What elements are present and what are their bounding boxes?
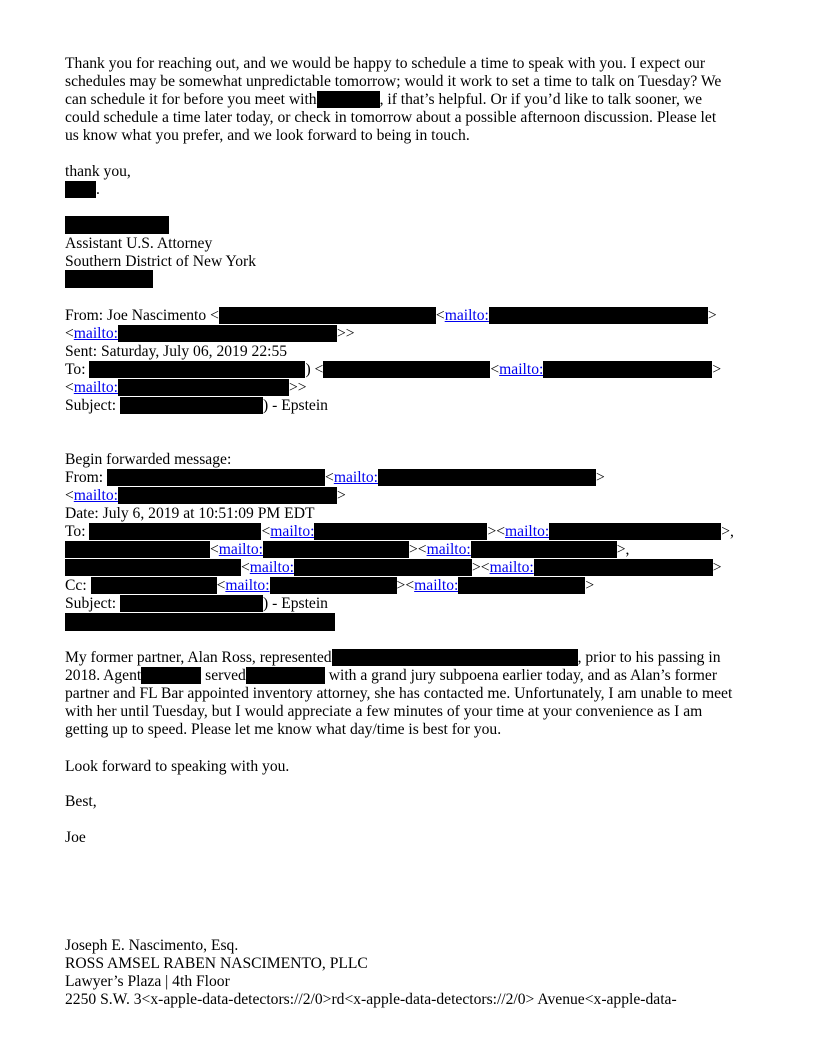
mailto-link[interactable]: mailto: xyxy=(73,379,118,396)
fwd-subject-line xyxy=(65,595,328,613)
to-line xyxy=(65,361,721,379)
mailto-link[interactable]: mailto: xyxy=(489,559,534,576)
text: To: xyxy=(65,361,90,378)
text: >< xyxy=(487,523,506,540)
signer-office: Southern District of New York xyxy=(65,253,257,270)
text: < xyxy=(210,541,219,558)
to-line-2 xyxy=(65,379,307,397)
redaction xyxy=(314,523,487,540)
redaction xyxy=(89,523,261,540)
text: , if that’s helpful. Or if you’d like to talk sooner, we xyxy=(379,91,703,108)
text: > xyxy=(585,577,595,594)
fwd-from-line xyxy=(65,469,605,487)
redaction xyxy=(458,577,585,594)
redaction xyxy=(107,469,325,486)
reply-line xyxy=(65,91,702,109)
text: Cc: xyxy=(65,577,91,594)
fwd-extra-line xyxy=(65,613,335,632)
fwd-to-line xyxy=(65,523,734,541)
text: To: xyxy=(65,523,90,540)
body-line: with her until Tuesday, but I would appreciate a few minutes of your time at your convenience as I am xyxy=(65,703,703,720)
reply-line: us know what you prefer, and we look forward to being in touch. xyxy=(65,127,470,144)
redaction xyxy=(317,91,380,108)
mailto-link[interactable]: mailto: xyxy=(218,541,263,558)
text: . xyxy=(96,181,100,198)
text: < xyxy=(325,469,334,486)
text: > xyxy=(336,487,346,504)
fwd-to-line-2 xyxy=(65,541,629,559)
from-line xyxy=(65,307,717,325)
reply-line: could schedule a time later today, or check in tomorrow about a possible afternoon discussion. Please let xyxy=(65,109,717,126)
text: >, xyxy=(721,523,734,540)
mailto-link[interactable]: mailto: xyxy=(73,325,118,342)
fwd-to-line-3 xyxy=(65,559,722,577)
redaction xyxy=(332,649,578,666)
sent-line: Sent: Saturday, July 06, 2019 22:55 xyxy=(65,343,288,360)
text: > xyxy=(712,361,722,378)
text: can schedule it for before you meet with xyxy=(65,91,317,108)
text: ) < xyxy=(305,361,324,378)
text: < xyxy=(490,361,500,378)
redaction xyxy=(141,667,201,684)
text: < xyxy=(216,577,226,594)
sign-off: Best, xyxy=(65,793,97,810)
text: >, xyxy=(616,541,630,558)
redaction xyxy=(91,577,217,594)
redaction xyxy=(65,559,241,576)
fwd-cc-line xyxy=(65,577,594,595)
redaction xyxy=(489,307,708,324)
text: < xyxy=(261,523,271,540)
text: From: xyxy=(65,469,108,486)
text: My former partner, Alan Ross, represented xyxy=(65,649,332,666)
forward-intro: Begin forwarded message: xyxy=(65,451,232,468)
mailto-link[interactable]: mailto: xyxy=(249,559,294,576)
signer-contact xyxy=(65,270,153,289)
mailto-link[interactable]: mailto: xyxy=(426,541,471,558)
fwd-from-line-2 xyxy=(65,487,346,505)
text: >< xyxy=(396,577,415,594)
mailto-link[interactable]: mailto: xyxy=(414,577,459,594)
text: < xyxy=(241,559,250,576)
redaction xyxy=(65,270,153,288)
redaction xyxy=(89,361,305,378)
signer-title: Assistant U.S. Attorney xyxy=(65,235,213,252)
signer-name xyxy=(65,216,169,235)
fwd-date-line: Date: July 6, 2019 at 10:51:09 PM EDT xyxy=(65,505,315,522)
text: >< xyxy=(471,559,490,576)
signature-name: Joseph E. Nascimento, Esq. xyxy=(65,937,239,954)
redaction xyxy=(378,469,596,486)
text: From: Joe Nascimento < xyxy=(65,307,219,324)
redaction xyxy=(543,361,712,378)
redaction xyxy=(471,541,617,558)
redaction xyxy=(120,397,263,414)
redaction xyxy=(219,307,436,324)
sender-name: Joe xyxy=(65,829,86,846)
mailto-link[interactable]: mailto: xyxy=(499,361,544,378)
body-line: getting up to speed. Please let me know what day/time is best for you. xyxy=(65,721,502,738)
text: < xyxy=(65,325,74,342)
mailto-link[interactable]: mailto: xyxy=(225,577,270,594)
mailto-link[interactable]: mailto: xyxy=(333,469,379,486)
mailto-link[interactable]: mailto: xyxy=(270,523,315,540)
redaction xyxy=(120,595,263,612)
text: served xyxy=(201,667,246,684)
signature-firm: ROSS AMSEL RABEN NASCIMENTO, PLLC xyxy=(65,955,368,972)
signer-line xyxy=(65,181,100,199)
text: >< xyxy=(408,541,427,558)
text: < xyxy=(65,379,74,396)
text: ) - Epstein xyxy=(263,397,328,414)
text: with a grand jury subpoena earlier today, and as Alan’s former xyxy=(324,667,718,684)
text: < xyxy=(435,307,445,324)
reply-line: Thank you for reaching out, and we would be happy to schedule a time to speak with you. I expect our xyxy=(65,55,706,72)
redaction xyxy=(118,379,289,396)
text: >> xyxy=(336,325,355,342)
redaction xyxy=(65,216,169,234)
text: 2018. Agent xyxy=(65,667,142,684)
redaction xyxy=(270,577,397,594)
mailto-link[interactable]: mailto: xyxy=(73,487,118,504)
subject-line xyxy=(65,397,328,415)
body-line xyxy=(65,649,721,667)
body-paragraph: Look forward to speaking with you. xyxy=(65,758,290,775)
text: Subject: xyxy=(65,397,121,414)
text: > xyxy=(712,559,722,576)
body-line: partner and FL Bar appointed inventory attorney, she has contacted me. Unfortunately, I am unable to meet xyxy=(65,685,733,702)
redaction xyxy=(323,361,490,378)
redaction xyxy=(246,667,325,684)
text: > xyxy=(707,307,717,324)
from-line-2 xyxy=(65,325,355,343)
signature-building: Lawyer’s Plaza | 4th Floor xyxy=(65,973,230,990)
text: >> xyxy=(288,379,307,396)
redaction xyxy=(534,559,713,576)
text: < xyxy=(65,487,74,504)
closing: thank you, xyxy=(65,163,131,180)
text: Subject: xyxy=(65,595,121,612)
reply-line: schedules may be somewhat unpredictable tomorrow; would it work to set a time to talk on Tuesday? We xyxy=(65,73,722,90)
redaction xyxy=(294,559,472,576)
text: ) - Epstein xyxy=(263,595,328,612)
mailto-link[interactable]: mailto: xyxy=(444,307,489,324)
redaction xyxy=(65,613,335,631)
redaction xyxy=(65,181,96,198)
redaction xyxy=(65,541,210,558)
text: , prior to his passing in xyxy=(577,649,721,666)
text: > xyxy=(596,469,605,486)
body-line xyxy=(65,667,717,685)
redaction xyxy=(263,541,409,558)
signature-address: 2250 S.W. 3<x-apple-data-detectors://2/0>rd<x-apple-data-detectors://2/0> Avenue<x-apple-data- xyxy=(65,991,677,1008)
redaction xyxy=(118,325,337,342)
mailto-link[interactable]: mailto: xyxy=(505,523,550,540)
redaction xyxy=(549,523,721,540)
redaction xyxy=(118,487,337,504)
